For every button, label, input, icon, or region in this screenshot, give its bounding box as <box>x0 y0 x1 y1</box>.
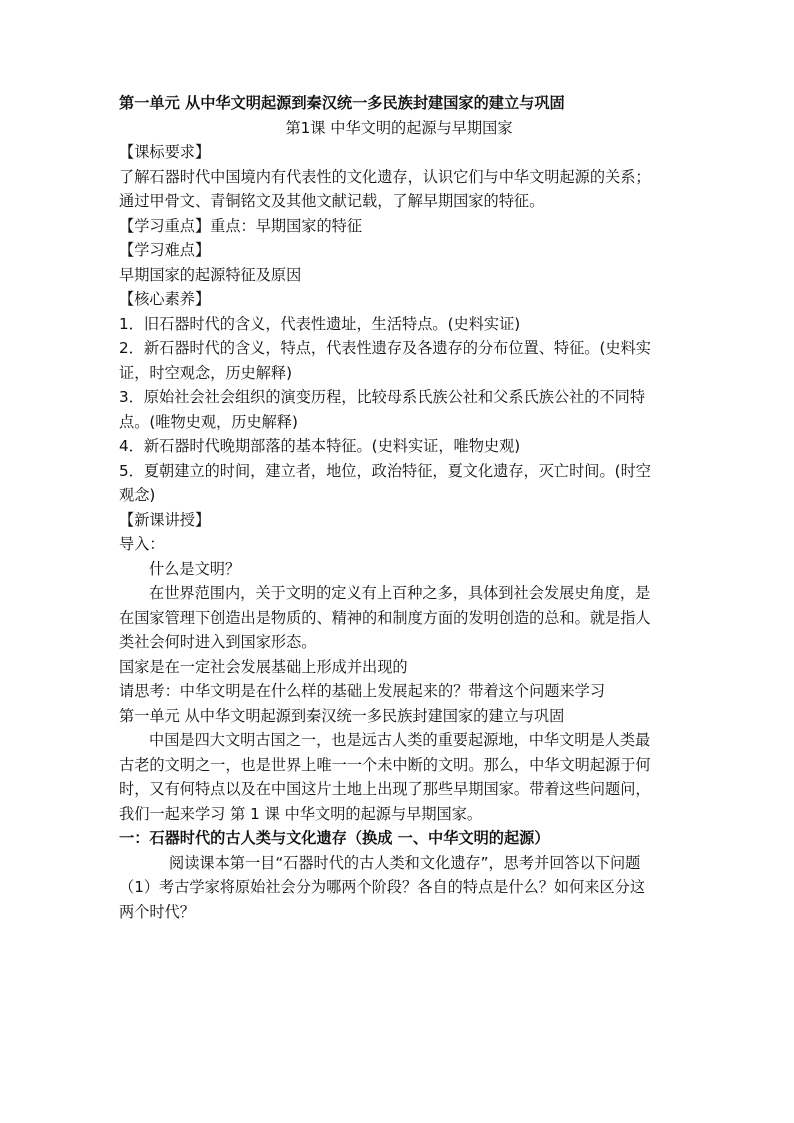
list-item-continuation: 观念) <box>119 486 156 504</box>
section-heading-core-literacy: 【核心素养】 <box>119 290 211 308</box>
paragraph-line: 什么是文明？ <box>149 559 241 578</box>
paragraph-line: 通过甲骨文、青铜铭文及其他文献记载，了解早期国家的特征。 <box>119 192 545 210</box>
list-item-continuation: 证，时空观念，历史解释) <box>119 363 292 382</box>
section-heading-stone-age: 一：石器时代的古人类与文化遗存（换成 一、中华文明的起源） <box>119 829 550 847</box>
lesson-title: 第1课 中华文明的起源与早期国家 <box>285 118 513 137</box>
section-heading-difficulties: 【学习难点】 <box>119 241 211 259</box>
section-heading-curriculum: 【课标要求】 <box>119 143 211 161</box>
paragraph-line: 了解石器时代中国境内有代表性的文化遗存，认识它们与中华文明起源的关系； <box>119 167 651 186</box>
list-item: 2．新石器时代的含义，特点，代表性遗存及各遗存的分布位置、特征。(史料实 <box>119 339 651 357</box>
document-body <box>119 91 679 924</box>
paragraph-line: 类社会何时进入到国家形态。 <box>119 633 317 651</box>
paragraph-line: 时，又有何特点以及在中国这片土地上出现了那些早期国家。带着这些问题问， <box>119 780 651 798</box>
list-item: 1．旧石器时代的含义，代表性遗址，生活特点。(史料实证) <box>119 314 521 333</box>
paragraph-line: 中国是四大文明古国之一，也是远古人类的重要起源地，中华文明是人类最 <box>149 731 651 749</box>
paragraph-line: 请思考：中华文明是在什么样的基础上发展起来的？带着这个问题来学习 <box>119 682 605 700</box>
list-item: 4．新石器时代晚期部落的基本特征。(史料实证，唯物史观) <box>119 437 521 455</box>
section-heading-new-lesson: 【新课讲授】 <box>119 510 211 529</box>
question-line: 两个时代？ <box>119 902 195 921</box>
list-item-continuation: 点。(唯物史观，历史解释) <box>119 412 298 431</box>
paragraph-line: 第一单元 从中华文明起源到秦汉统一多民族封建国家的建立与巩固 <box>119 706 565 725</box>
paragraph-line: 在国家管理下创造出是物质的、精神的和制度方面的发明创造的总和。就是指人 <box>119 608 651 627</box>
paragraph-line: 我们一起来学习 第 1 课 中华文明的起源与早期国家。 <box>119 804 483 823</box>
question-line: （1）考古学家将原始社会分为哪两个阶段？各自的特点是什么？如何来区分这 <box>119 878 646 896</box>
paragraph-line: 在世界范围内，关于文明的定义有上百种之多，具体到社会发展史角度，是 <box>149 584 651 602</box>
paragraph-line: 早期国家的起源特征及原因 <box>119 265 302 284</box>
paragraph-line: 国家是在一定社会发展基础上形成并出现的 <box>119 657 408 676</box>
paragraph-line: 阅读课本第一目“石器时代的古人类和文化遗存”，思考并回答以下问题 <box>169 853 641 872</box>
list-item: 3．原始社会社会组织的演变历程，比较母系氏族公社和父系氏族公社的不同特 <box>119 388 646 406</box>
section-heading-key-points: 【学习重点】重点：早期国家的特征 <box>119 216 362 235</box>
paragraph-line: 导入： <box>119 535 165 553</box>
paragraph-line: 古老的文明之一，也是世界上唯一一个未中断的文明。那么，中华文明起源于何 <box>119 755 651 774</box>
unit-title: 第一单元 从中华文明起源到秦汉统一多民族封建国家的建立与巩固 <box>119 94 565 112</box>
list-item: 5．夏朝建立的时间，建立者，地位，政治特征，夏文化遗存，灭亡时间。(时空 <box>119 461 651 480</box>
